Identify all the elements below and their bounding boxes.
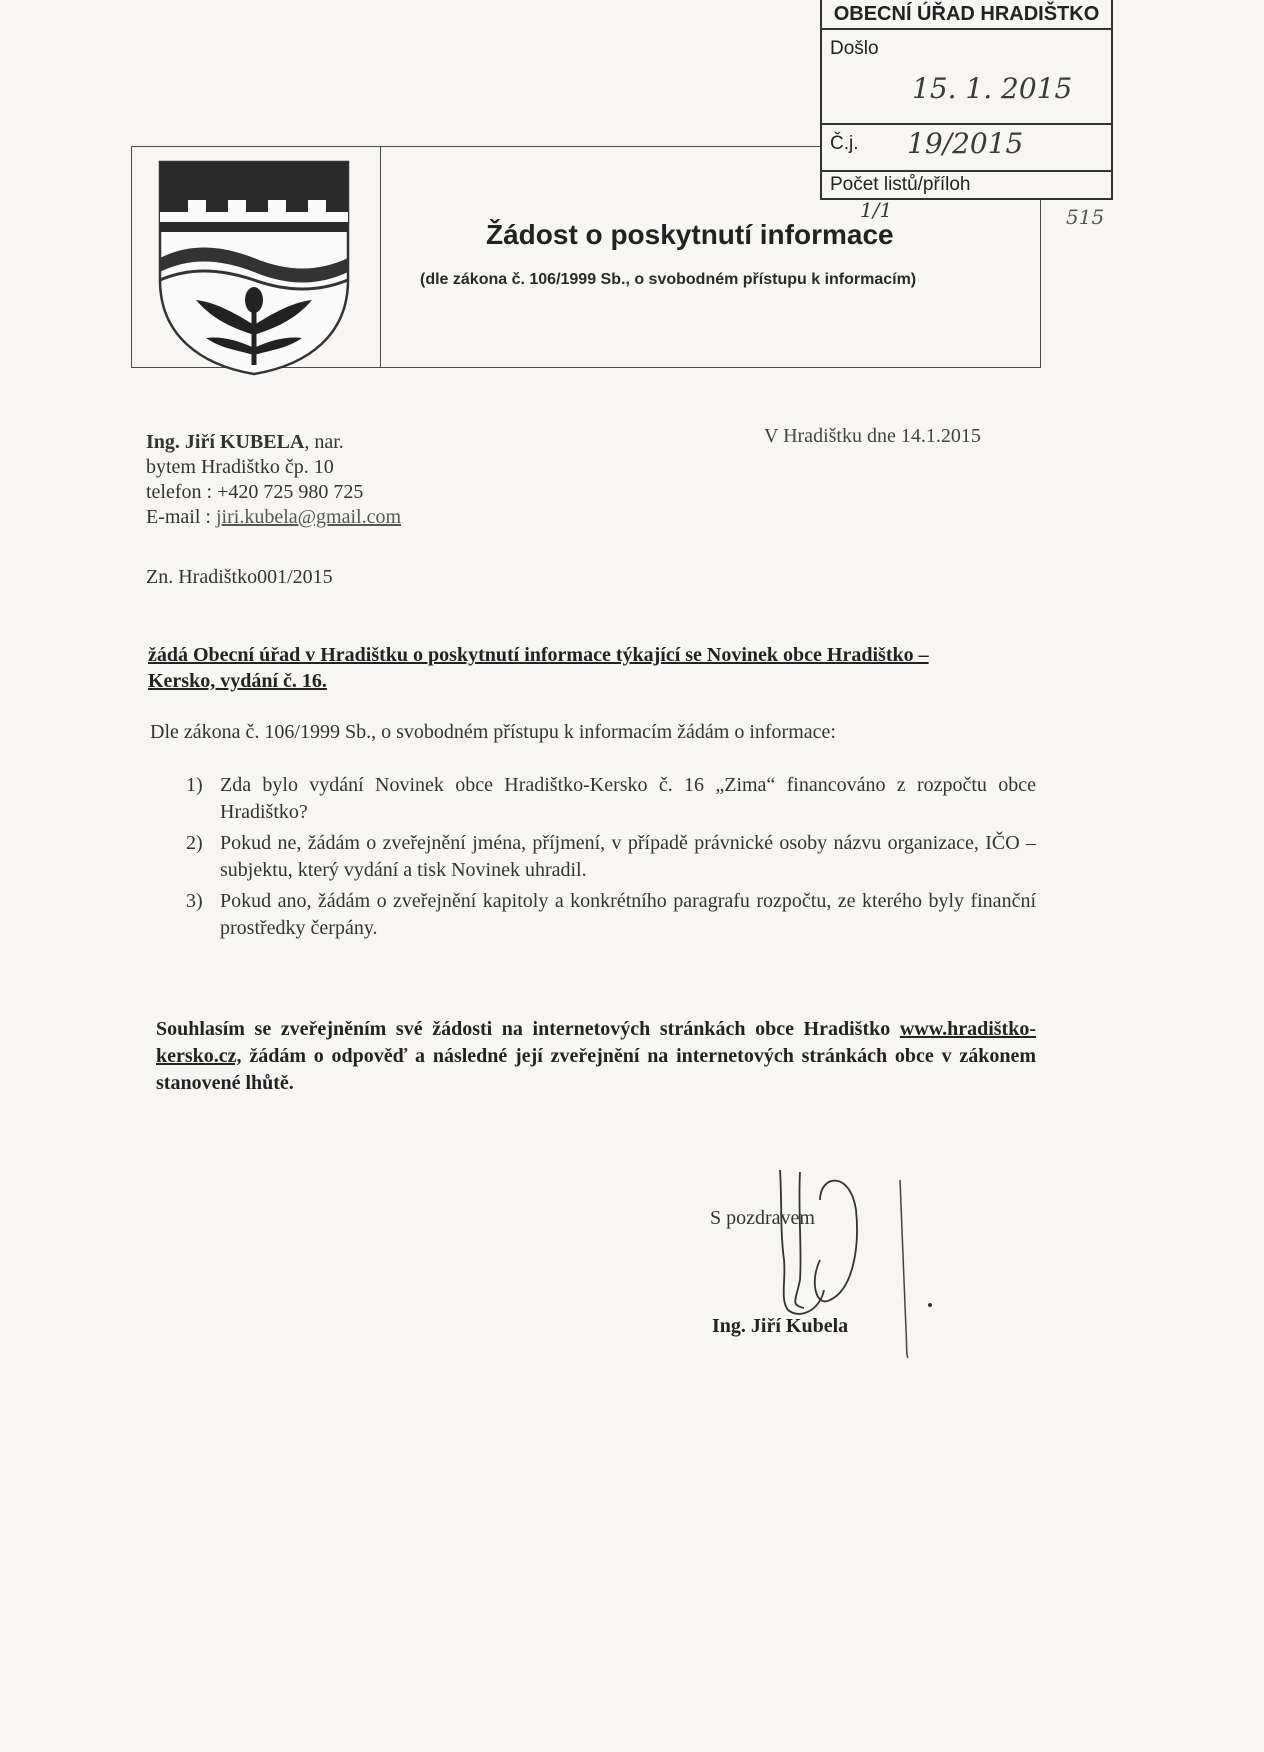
stamp-pages-label: Počet listů/příloh	[830, 174, 971, 195]
stamp-pages-row	[822, 172, 1111, 200]
closing-greeting: S pozdravem	[710, 1207, 815, 1229]
page-title: Žádost o poskytnutí informace	[486, 219, 894, 250]
stamp-received-value: 15. 1. 2015	[912, 72, 1073, 105]
stamp-received-row	[822, 30, 1111, 125]
consent-text-2: žádám o odpověď a následné její zveřejnění na internetových stránkách obce v zákonem stanovené lhůtě.	[156, 1045, 1036, 1094]
sender-phone: telefon : +420 725 980 725	[146, 481, 364, 503]
coat-of-arms-icon	[158, 160, 350, 376]
stamp-pages-value: 1/1	[860, 198, 893, 222]
website-link[interactable]: www.hradištko-kersko.cz,	[156, 1018, 1036, 1067]
page-subtitle: (dle zákona č. 106/1999 Sb., o svobodném přístupu k informacím)	[420, 271, 917, 288]
list-item-number: 2)	[186, 832, 203, 854]
sender-email-link[interactable]: jiri.kubela@gmail.com	[215, 506, 402, 528]
list-item	[186, 888, 1036, 942]
stamp-ref-label: Č.j.	[830, 133, 859, 154]
sender-address: bytem Hradištko čp. 10	[146, 456, 334, 478]
list-item-text: Pokud ano, žádám o zveřejnění kapitoly a konkrétního paragrafu rozpočtu, ze kterého byly finanční prostředky čerpány.	[220, 890, 1036, 939]
signature-name: Ing. Jiří Kubela	[712, 1315, 849, 1337]
consent-text-1: Souhlasím se zveřejněním své žádosti na internetových stránkách obce Hradištko	[156, 1018, 900, 1040]
place-date: V Hradištku dne 14.1.2015	[764, 425, 981, 447]
stamp-ref-value: 19/2015	[907, 127, 1024, 160]
list-item-number: 1)	[186, 774, 203, 796]
consent-paragraph	[156, 1016, 1036, 1097]
side-note: 515	[1066, 205, 1105, 229]
sender-block	[146, 430, 401, 530]
stamp-ref-row	[822, 125, 1111, 172]
request-title: žádá Obecní úřad v Hradištku o poskytnutí informace týkající se Novinek obce Hradištko – Kersko, vydání č. 16.	[148, 644, 929, 692]
list-item-text: Zda bylo vydání Novinek obce Hradištko-Kersko č. 16 „Zima“ financováno z rozpočtu obce Hradištko?	[220, 774, 1036, 823]
question-list	[186, 772, 1036, 946]
list-item	[186, 772, 1036, 826]
list-item-number: 3)	[186, 890, 203, 912]
request-intro: Dle zákona č. 106/1999 Sb., o svobodném přístupu k informacím žádám o informace:	[150, 721, 836, 743]
registry-stamp	[820, 0, 1113, 200]
sender-name-suffix: , nar.	[304, 431, 344, 453]
list-item	[186, 830, 1036, 884]
sender-name: Ing. Jiří KUBELA	[146, 431, 305, 453]
stamp-office: OBECNÍ ÚŘAD HRADIŠTKO	[822, 0, 1111, 30]
list-item-text: Pokud ne, žádám o zveřejnění jména, příjmení, v případě právnické osoby názvu organizace, IČO – subjektu, který vydání a tisk Novinek uhradil.	[220, 832, 1036, 881]
reference-number: Zn. Hradištko001/2015	[146, 566, 333, 588]
sender-email-label: E-mail :	[146, 506, 216, 528]
stamp-received-label: Došlo	[830, 38, 879, 59]
header-divider	[380, 146, 381, 368]
